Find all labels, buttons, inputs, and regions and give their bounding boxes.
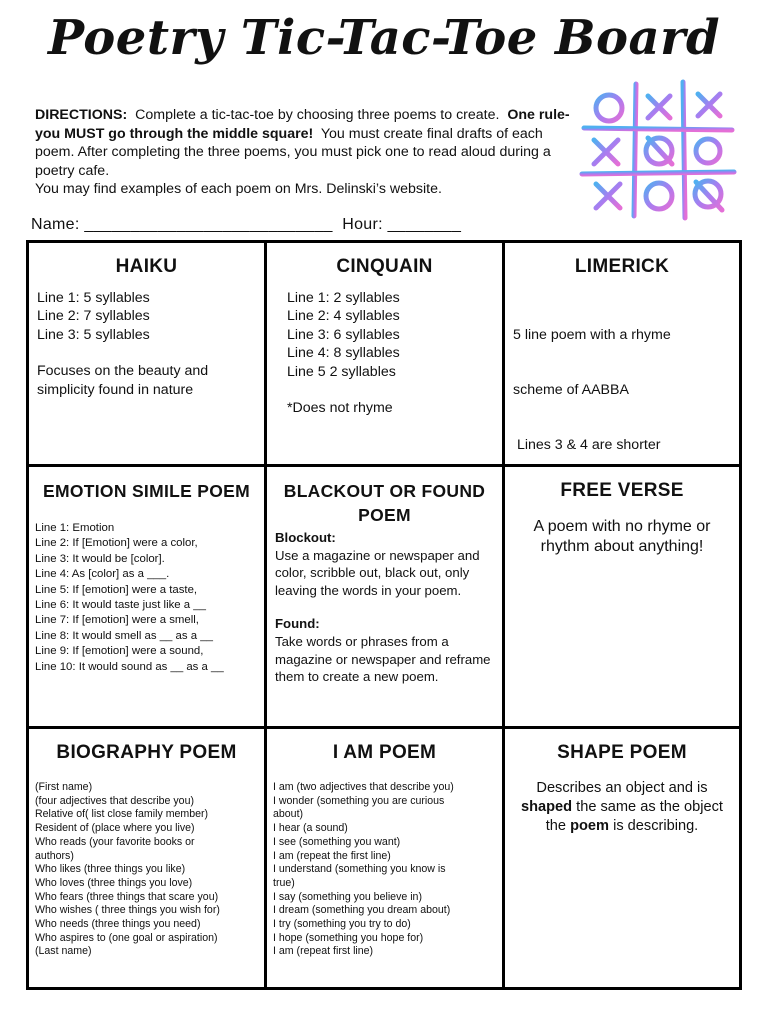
cell-heading: FREE VERSE [560, 480, 684, 501]
cell-heading: BIOGRAPHY POEM [56, 742, 237, 763]
found-text: Take words or phrases from a magazine or newspaper and reframe them to create a new poem. [275, 633, 491, 685]
cinquain-line: Line 1: 2 syllables [287, 290, 400, 306]
cell-body [35, 521, 258, 675]
name-hour-line [31, 216, 461, 234]
cell-body [273, 781, 496, 959]
directions-text-2: You must create final drafts of each poem. After completing the three poems, you must pick one to read aloud during a poetry cafe. [35, 125, 551, 179]
tic-tac-toe-grid-icon [578, 78, 738, 222]
hour-label: Hour: [342, 216, 383, 233]
cell-body [275, 289, 494, 417]
limerick-line: Lines 3 & 4 are shorter [513, 437, 661, 454]
cinquain-note: *Does not rhyme [287, 400, 393, 417]
page-title: Poetry Tic-Tac-Toe Board [47, 10, 721, 66]
biography-line: Who likes (three things you like) [35, 863, 186, 876]
shape-text [513, 779, 731, 836]
biography-line: Who reads (your favorite books or [35, 835, 195, 848]
cinquain-line: Line 4: 8 syllables [287, 345, 400, 362]
emotion-line: Line 9: If [emotion] were a sound, [35, 645, 204, 658]
cell-heading: LIMERICK [574, 256, 670, 277]
i-am-line: I say (something you believe in) [273, 890, 422, 903]
emotion-line: Line 8: It would smell as __ as a __ [35, 629, 213, 642]
biography-line: authors) [35, 849, 74, 862]
i-am-line: I understand (something you know is [273, 863, 446, 876]
cell-heading: SHAPE POEM [557, 742, 687, 763]
cell-shape[interactable] [505, 729, 739, 987]
shape-text-1: Describes an object and is [536, 780, 708, 796]
i-am-line: I see (something you want) [273, 835, 401, 848]
cell-limerick[interactable] [505, 243, 739, 467]
emotion-line: Line 4: As [color] as a ___. [35, 568, 170, 581]
i-am-line: true) [273, 876, 295, 889]
i-am-line: about) [273, 808, 304, 821]
i-am-line: I try (something you try to do) [273, 918, 411, 931]
biography-line: (four adjectives that describe you) [35, 794, 194, 807]
emotion-line: Line 10: It would sound as __ as a __ [35, 660, 224, 673]
emotion-line: Line 7: If [emotion] were a smell, [35, 614, 199, 627]
i-am-line: I am (two adjectives that describe you) [273, 781, 454, 793]
shape-bold-2: poem [570, 818, 610, 834]
name-input[interactable]: ___________________________ [84, 216, 333, 233]
haiku-line: Line 1: 5 syllables [37, 290, 150, 306]
cinquain-line: Line 3: 6 syllables [287, 326, 400, 343]
cell-i-am[interactable] [267, 729, 505, 987]
emotion-line: Line 1: Emotion [35, 522, 115, 534]
found-label: Found: [275, 616, 320, 632]
shape-bold-1: shaped [521, 799, 573, 815]
i-am-line: I hope (something you hope for) [273, 931, 424, 944]
biography-line: Who aspires to (one goal or aspiration) [35, 931, 218, 944]
limerick-line: scheme of AABBA [513, 382, 629, 399]
free-verse-text: A poem with no rhyme or rhythm about anything! [533, 518, 711, 555]
cell-body [275, 529, 494, 686]
i-am-line: I wonder (something you are curious [273, 794, 445, 807]
emotion-line: Line 3: It would be [color]. [35, 552, 165, 565]
directions-text-1: Complete a tic-tac-toe by choosing three poems to create. [135, 107, 500, 123]
cell-blackout-found[interactable] [267, 467, 505, 729]
emotion-line: Line 6: It would taste just like a __ [35, 599, 206, 612]
cell-haiku[interactable] [29, 243, 267, 467]
biography-line: (Last name) [35, 945, 92, 958]
biography-line: (First name) [35, 781, 93, 793]
emotion-line: Line 5: If [emotion] were a taste, [35, 583, 198, 596]
emotion-line: Line 2: If [Emotion] were a color, [35, 537, 198, 550]
cell-heading: I AM POEM [332, 742, 437, 763]
tic-tac-toe-board [26, 240, 742, 990]
cinquain-line: Line 2: 4 syllables [287, 308, 400, 325]
cell-body [37, 289, 256, 399]
cell-free-verse[interactable] [505, 467, 739, 729]
i-am-line: I am (repeat the first line) [273, 849, 391, 862]
cell-emotion-simile[interactable] [29, 467, 267, 729]
limerick-line: 5 line poem with a rhyme [513, 326, 671, 343]
haiku-line: Line 2: 7 syllables [37, 308, 150, 325]
name-label: Name: [31, 216, 80, 233]
cell-cinquain[interactable] [267, 243, 505, 467]
blackout-label: Blockout: [275, 530, 336, 545]
biography-line: Who needs (three things you need) [35, 918, 201, 931]
directions: DIRECTIONS: Complete a tic-tac-toe by choosing three poems to create. One rule- you MUST go through the middle square! You must create final drafts of each poem. After completing the three poems, you must pick one to read aloud during a poetry cafe. You may find examples of each poem on Mrs. Delinski’s website. [35, 107, 570, 198]
haiku-line: Line 3: 5 syllables [37, 326, 150, 343]
cell-biography[interactable] [29, 729, 267, 987]
haiku-note: Focuses on the beauty and simplicity found in nature [37, 363, 209, 398]
biography-line: Who loves (three things you love) [35, 876, 193, 889]
biography-line: Resident of (place where you live) [35, 822, 195, 835]
shape-text-2: the same as the object the [545, 799, 723, 834]
i-am-line: I am (repeat first line) [273, 945, 374, 958]
biography-line: Who wishes ( three things you wish for) [35, 904, 220, 917]
i-am-line: I dream (something you dream about) [273, 904, 451, 917]
directions-rule: One rule- you MUST go through the middle square! [35, 107, 570, 142]
i-am-line: I hear (a sound) [273, 822, 348, 835]
directions-text-3: You may find examples of each poem on Mrs. Delinski’s website. [35, 181, 442, 198]
directions-label: DIRECTIONS [35, 107, 123, 123]
cell-body [35, 781, 258, 959]
biography-line: Who fears (three things that scare you) [35, 890, 219, 903]
cell-heading: HAIKU [115, 256, 178, 277]
cell-heading: BLACKOUT OR FOUND POEM [283, 481, 486, 525]
blackout-text: Use a magazine or newspaper and color, scribble out, black out, only leaving the words in your poem. [275, 547, 480, 598]
cell-heading: EMOTION SIMILE POEM [43, 481, 250, 501]
hour-input[interactable]: ________ [387, 216, 462, 233]
cell-heading: CINQUAIN [336, 256, 433, 277]
shape-text-3: is describing. [609, 818, 699, 834]
biography-line: Relative of( list close family member) [35, 808, 209, 821]
cell-body [513, 289, 731, 467]
cinquain-line: Line 5 2 syllables [287, 363, 396, 380]
